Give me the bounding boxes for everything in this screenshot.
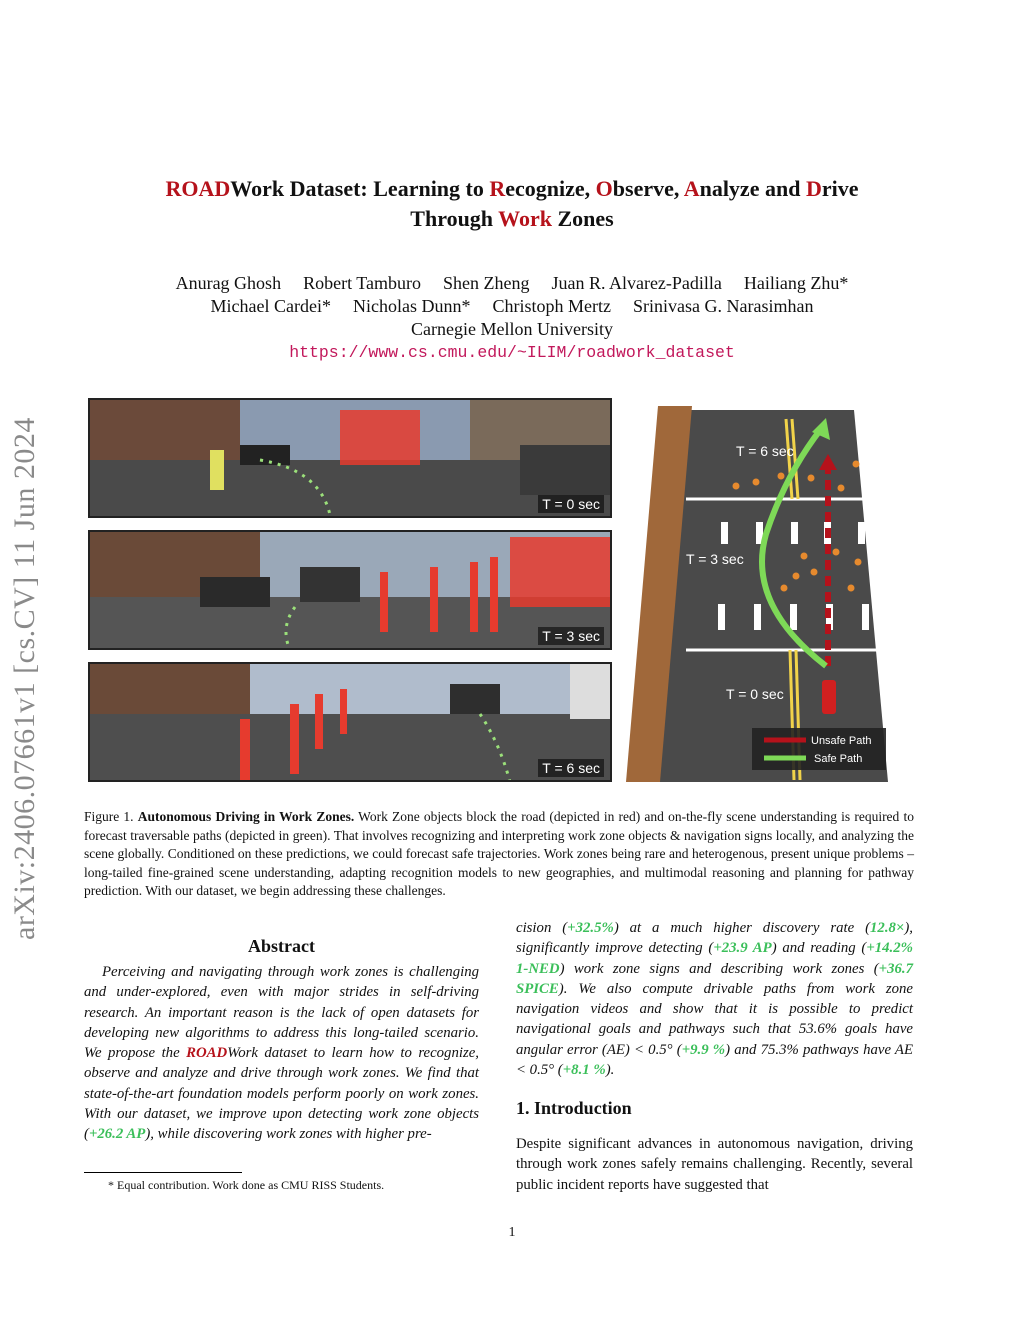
affiliation: Carnegie Mellon University xyxy=(411,319,613,339)
author-name: Juan R. Alvarez-Padilla xyxy=(551,273,722,293)
author-name: Anurag Ghosh xyxy=(175,273,282,293)
time-label-t3: T = 3 sec xyxy=(538,627,604,645)
street-photo-t0 xyxy=(88,398,612,518)
project-url[interactable]: https://www.cs.cmu.edu/~ILIM/roadwork_dataset xyxy=(289,343,735,362)
title-segment: R xyxy=(489,176,506,201)
title-segment: Work xyxy=(498,206,552,231)
path-diagram xyxy=(626,404,890,782)
author-name: Nicholas Dunn* xyxy=(353,296,471,316)
time-label-t6: T = 6 sec xyxy=(538,759,604,777)
road-highlight: ROAD xyxy=(186,1045,228,1062)
author-name: Michael Cardei* xyxy=(210,296,331,316)
authors-row-1 xyxy=(0,272,1024,295)
title-segment: rive xyxy=(821,176,859,201)
paper-title-line-1 xyxy=(0,174,1024,204)
author-name: Robert Tamburo xyxy=(303,273,421,293)
abstract-body: Perceiving and navigating through work zones is challenging and under-explored, even with major strides in self-driving research. An important reason is the lack of open datasets for developing new algorithms to address this long-tailed scenario. We propose the ROADWork dataset to learn how to recognize, observe and analyze and drive through work zones. We find that state-of-the-art foundation models perform poorly on work zones. With our dataset, we improve upon detecting work zone objects (+26.2 AP), while discovering work zones with higher pre- xyxy=(84,964,479,1143)
introduction-heading: 1. Introduction xyxy=(516,1098,632,1118)
diagram-label-t0: T = 0 sec xyxy=(726,686,784,702)
page-number: 1 xyxy=(508,1225,516,1240)
diagram-label-t3: T = 3 sec xyxy=(686,551,744,567)
figure-caption xyxy=(84,808,914,901)
caption-text: Work Zone objects block the road (depicted in red) and on-the-fly scene understanding is required to forecast traversable paths (depicted in green). That involves recognizing and interpreting work zone objects & navigation signs locally, and analyzing the scene globally. Conditioned on these predictions, we could forecast safe trajectories. Work zones being rare and heterogenous, present unique problems – long-tailed fine-grained scene understanding, adapting recognition models to new geographies, and multimodal reasoning and planning for pathway prediction. With our dataset, we begin addressing these challenges. xyxy=(84,809,914,899)
authors-row-2 xyxy=(0,295,1024,318)
street-scene-illustration xyxy=(90,400,612,518)
author-name: Christoph Mertz xyxy=(492,296,611,316)
legend-safe-label: Safe Path xyxy=(814,753,863,765)
title-segment: Work Dataset: Learning to xyxy=(230,176,490,201)
author-name: Hailiang Zhu* xyxy=(743,273,849,293)
title-segment: O xyxy=(595,176,613,201)
legend-unsafe-label: Unsafe Path xyxy=(811,735,872,747)
caption-bold: Autonomous Driving in Work Zones. xyxy=(137,809,355,824)
caption-label: Figure 1. xyxy=(84,809,134,824)
title-segment: A xyxy=(683,176,700,201)
title-segment: Through xyxy=(410,206,499,231)
abstract-heading: Abstract xyxy=(248,936,315,956)
paper-title-line-2 xyxy=(0,204,1024,234)
title-segment: nalyze and xyxy=(699,176,806,201)
footnote-rule xyxy=(84,1172,242,1173)
author-name: Shen Zheng xyxy=(442,273,530,293)
ego-vehicle xyxy=(822,680,836,714)
time-label-t0: T = 0 sec xyxy=(538,495,604,513)
street-photo-t6 xyxy=(88,662,612,782)
introduction-text: Despite significant advances in autonomous navigation, driving through work zones safely remains challenging. Recently, several public incident reports have suggested that xyxy=(516,1136,913,1193)
title-segment: bserve, xyxy=(612,176,684,201)
street-photo-t3 xyxy=(88,530,612,650)
street-scene-illustration xyxy=(90,532,612,650)
arxiv-identifier: arXiv:2406.07661v1 [cs.CV] 11 Jun 2024 xyxy=(8,417,41,940)
title-segment: D xyxy=(805,176,822,201)
street-scene-illustration xyxy=(90,664,612,782)
title-segment: Zones xyxy=(551,206,614,231)
diagram-label-t6: T = 6 sec xyxy=(736,443,794,459)
footnote: * Equal contribution. Work done as CMU RISS Students. xyxy=(108,1178,385,1192)
author-name: Srinivasa G. Narasimhan xyxy=(632,296,814,316)
title-segment: ROAD xyxy=(165,176,231,201)
abstract-continuation: cision (+32.5%) at a much higher discovery rate (12.8×), significantly improve detecting (+23.9 AP) and reading (+14.2% 1-NED) work zone signs and describing work zones (+36.7 SPICE). We also compute drivable paths from work zone navigation videos and show that it is possible to predict navigational goals and pathways such that 53.6% goals have angular error (AE) < 0.5° (+9.9 %) and 75.3% pathways have AE < 0.5° (+8.1 %). xyxy=(516,920,914,1079)
title-segment: ecognize, xyxy=(505,176,596,201)
